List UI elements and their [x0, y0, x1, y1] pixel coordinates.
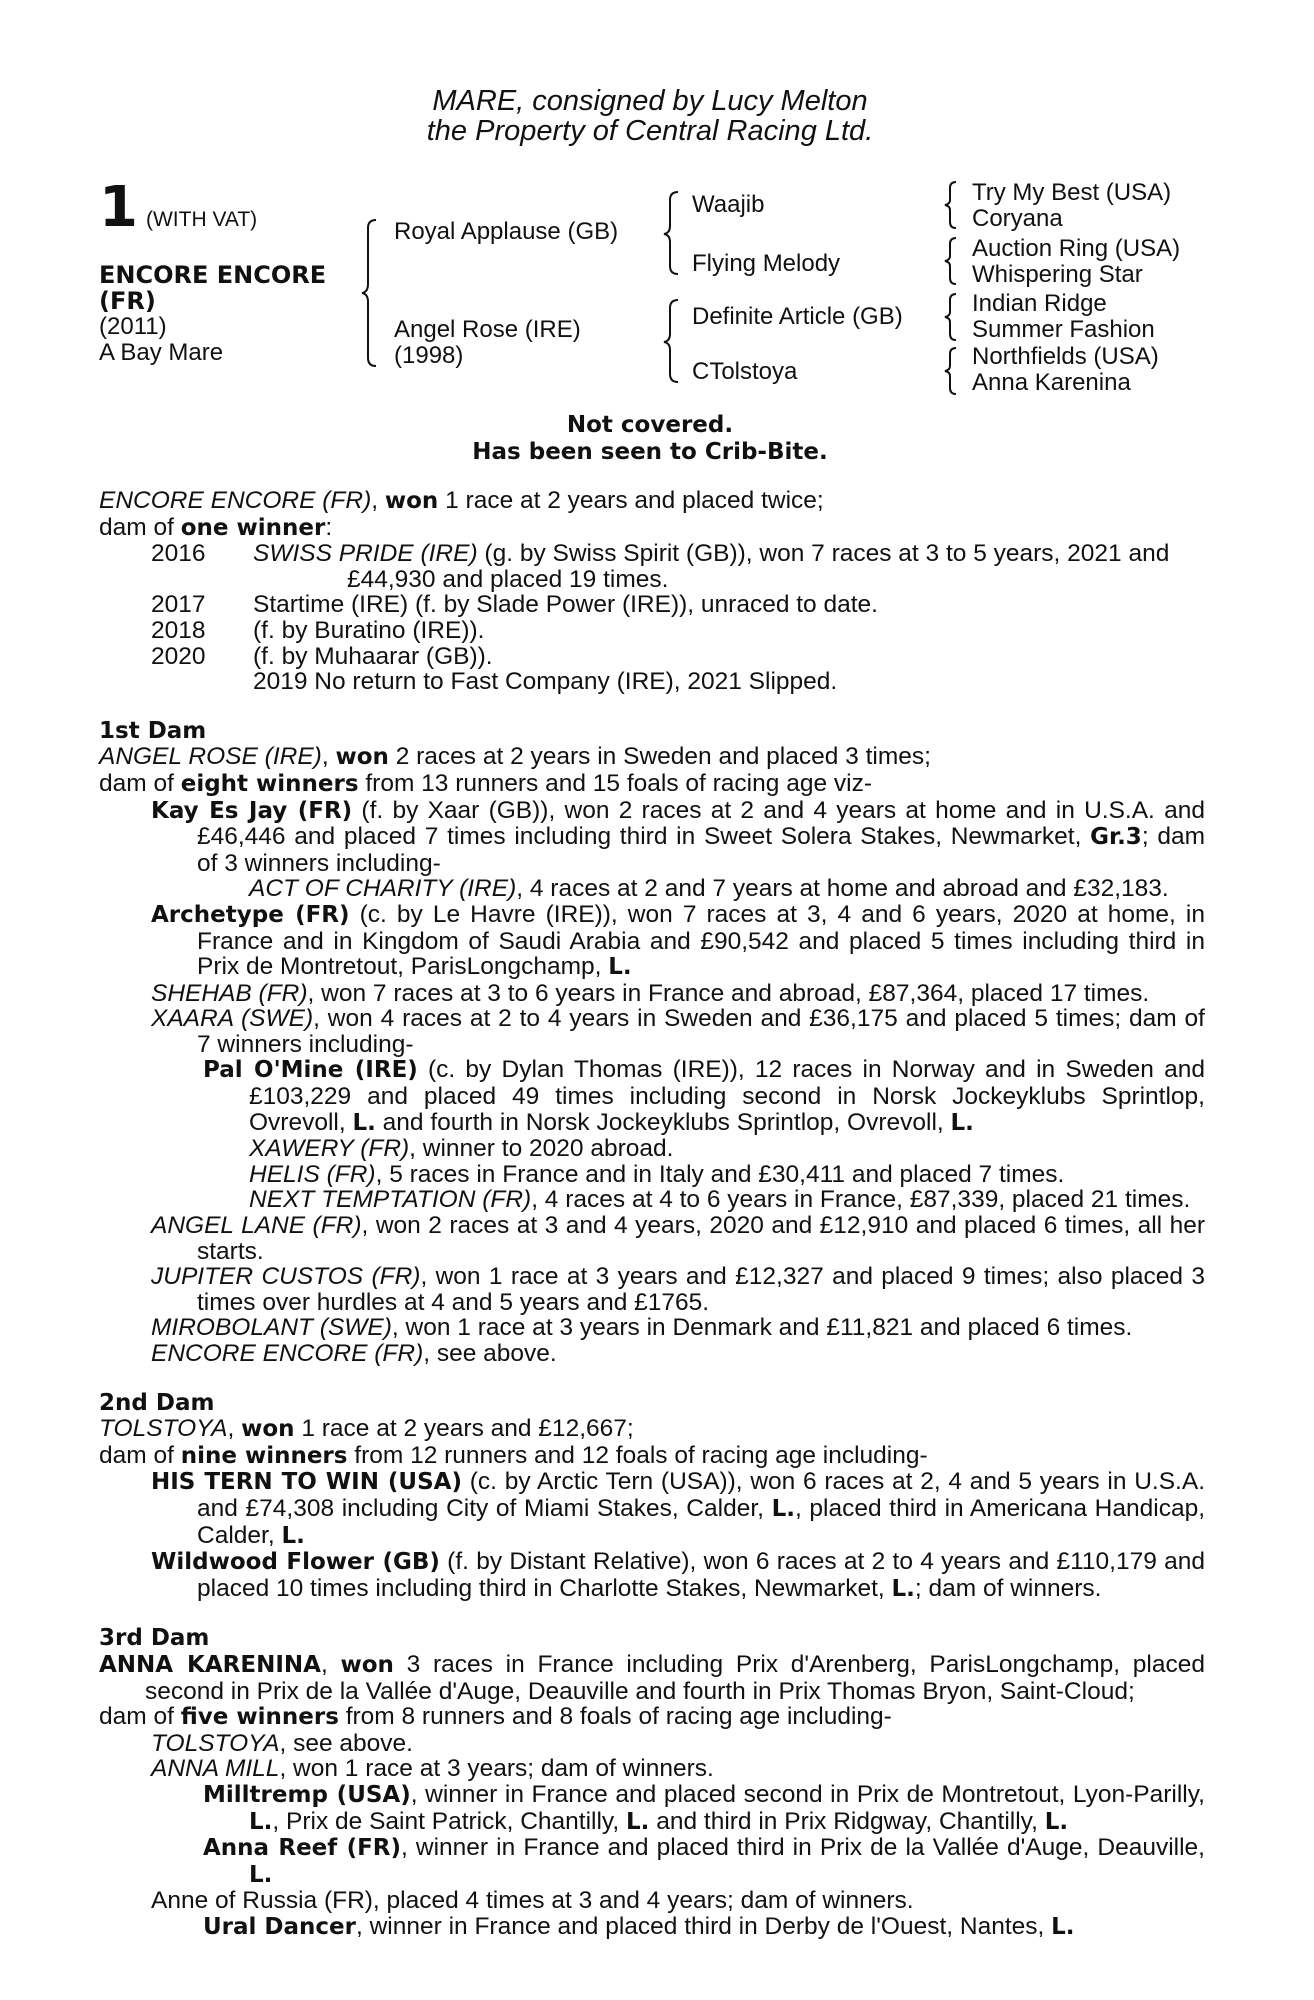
won-label: won — [335, 744, 389, 771]
grade-label: Gr.3 — [1090, 824, 1142, 851]
entry-name: SHEHAB (FR) — [151, 979, 308, 1007]
listed-label: L. — [1044, 1808, 1069, 1835]
intro-horse-name: ENCORE ENCORE (FR) — [99, 487, 372, 514]
entry-name: ACT OF CHARITY (IRE) — [249, 875, 517, 903]
pedigree-dds: Northfields (USA) — [972, 343, 1159, 370]
entry-text: and third in Prix Ridgway, Chantilly, — [649, 1807, 1045, 1835]
won-label: won — [384, 488, 439, 514]
entry-text: , winner to 2020 abroad. — [409, 1135, 674, 1163]
third-dam-produce-summary: from 8 runners and 8 foals of racing age including- — [338, 1703, 892, 1731]
pedigree-dss: Indian Ridge — [972, 290, 1107, 317]
listed-label: L. — [771, 1495, 795, 1522]
pedigree-dam-name: Angel Rose (IRE) — [394, 316, 581, 343]
produce-entry — [99, 902, 1205, 981]
produce-entry — [99, 1835, 1205, 1888]
winners-count: five winners — [180, 1704, 339, 1731]
pedigree-sire: Royal Applause (GB) — [394, 218, 619, 245]
produce-text: (f. by Muhaarar (GB)). — [253, 642, 493, 670]
produce-entry — [99, 1549, 1205, 1602]
pedigree-ssd: Coryana — [972, 205, 1063, 232]
entry-text: , won 4 races at 2 to 4 years in Sweden and £36,175 and placed 5 times; dam of 7 winners including- — [197, 1005, 1205, 1058]
produce-entry — [99, 1315, 1205, 1341]
pedigree-sss: Try My Best (USA) — [972, 179, 1172, 206]
produce-detail: (g. by Swiss Spirit (GB)), won 7 races at 3 to 5 years, 2021 and — [477, 540, 1170, 568]
third-dam-summary: ANNA KARENINA, won 3 races in France including Prix d'Arenberg, ParisLongchamp, placed second in Prix de la Vallée d'Auge, Deauville and fourth in Prix Thomas Bryon, Saint-Cloud; — [99, 1650, 1205, 1705]
entry-name: XAWERY (FR) — [249, 1135, 410, 1163]
colon: : — [325, 513, 333, 541]
first-dam-summary: ANGEL ROSE (IRE), won 2 races at 2 years in Sweden and placed 3 times; dam of eight winners from 13 runners and 15 foals of racing age viz- — [99, 743, 931, 797]
header-line-1: MARE, consigned by Lucy Melton — [432, 85, 868, 117]
entry-text: (f. by Xaar (GB)), won 2 races at 2 and 4 years at home and in U.S.A. and £46,446 and placed 7 times including third in Sweet Solera Stakes, Newmarket, — [197, 796, 1205, 851]
produce-text — [253, 541, 1203, 567]
second-dam-heading: 2nd Dam — [99, 1389, 215, 1416]
horse-year: (2011) — [99, 313, 167, 340]
produce-year: 2017 — [151, 591, 206, 619]
entry-text: (c. by Dylan Thomas (IRE)), 12 races in Norway and in Sweden and £103,229 and placed 49 times including second in Norsk Jockeyklubs Sprintlop, Ovrevoll, — [249, 1056, 1205, 1136]
intro-paragraph: ENCORE ENCORE (FR), won 1 race at 2 years and placed twice; dam of one winner: — [99, 487, 824, 541]
produce-entry — [99, 798, 1205, 877]
entry-text: , won 1 race at 3 years; dam of winners. — [279, 1755, 714, 1783]
entry-name: XAARA (SWE) — [151, 1005, 314, 1033]
horse-description: A Bay Mare — [99, 339, 224, 366]
second-dam-summary: TOLSTOYA, won 1 race at 2 years and £12,667; dam of nine winners from 12 runners and 12 foals of racing age including- — [99, 1415, 928, 1469]
dam-of-label: dam of — [99, 769, 181, 797]
won-label: won — [241, 1416, 295, 1443]
first-dam-race-record: 2 races at 2 years in Sweden and placed 3 times; — [388, 743, 931, 771]
entry-name: ENCORE ENCORE (FR) — [151, 1340, 424, 1367]
entry-name: TOLSTOYA — [151, 1729, 280, 1757]
entry-name: Anna Reef (FR) — [203, 1835, 402, 1862]
entry-name: Kay Es Jay (FR) — [151, 797, 353, 824]
third-dam-name: ANNA KARENINA — [99, 1651, 321, 1678]
produce-entry — [99, 1782, 1205, 1835]
winners-count: one winner — [180, 514, 326, 541]
produce-entry — [99, 1341, 1205, 1367]
pedigree-bracket-gen1 — [362, 218, 382, 368]
entry-name: MIROBOLANT (SWE) — [151, 1314, 392, 1342]
winners-count: nine winners — [180, 1442, 348, 1469]
entry-text: , won 1 race at 3 years and £12,327 and placed 9 times; also placed 3 times over hurdles at 4 and 5 years and £1765. — [197, 1263, 1205, 1316]
entry-text: (c. by Le Havre (IRE)), won 7 races at 3, 4 and 6 years, 2020 at home, in France and in Kingdom of Saudi Arabia and £90,542 and placed 5 times including third in Prix de Montretout, ParisLongchamp, — [197, 900, 1205, 981]
entry-text: , see above. — [279, 1729, 413, 1757]
listed-label: L. — [249, 1808, 273, 1835]
pedigree-ddd: Anna Karenina — [972, 369, 1131, 396]
winners-count: eight winners — [180, 770, 359, 797]
produce-entry — [99, 1914, 1205, 1941]
lot-notes — [0, 412, 1300, 466]
entry-text: , won 7 races at 3 to 6 years in France and abroad, £87,364, placed 17 times. — [307, 979, 1150, 1007]
entry-name: HIS TERN TO WIN (USA) — [151, 1469, 462, 1496]
entry-text: , won 2 races at 3 and 4 years, 2020 and £12,910 and placed 6 times, all her starts. — [197, 1212, 1206, 1265]
pedigree-sds: Auction Ring (USA) — [972, 235, 1181, 262]
entry-text: , Prix de Saint Patrick, Chantilly, — [272, 1807, 626, 1835]
second-dam-race-record: 1 race at 2 years and £12,667; — [294, 1415, 634, 1443]
second-dam-name: TOLSTOYA — [99, 1415, 228, 1443]
pedigree-bracket-sd — [944, 236, 960, 286]
produce-record — [99, 541, 1205, 695]
listed-label: L. — [281, 1522, 305, 1549]
produce-entry — [99, 981, 1205, 1007]
entry-text: (f. by Distant Relative), won 6 races at 2 to 4 years and £110,179 and placed 10 times including third in Charlotte Stakes, Newmarket, — [197, 1548, 1205, 1602]
produce-row — [99, 541, 1205, 567]
entry-text: , winner in France and placed third in Derby de l'Ouest, Nantes, — [356, 1912, 1052, 1940]
listed-label: L. — [608, 954, 632, 981]
second-dam-produce-summary: from 12 runners and 12 foals of racing age including- — [347, 1441, 928, 1469]
produce-entry — [99, 1162, 1205, 1188]
entry-name: NEXT TEMPTATION (FR) — [249, 1186, 532, 1214]
entry-text: ; dam of 3 winners including- — [197, 823, 1205, 877]
dam-of-label: dam of — [99, 1703, 181, 1731]
listed-label: L. — [352, 1109, 376, 1136]
entry-name: ANGEL LANE (FR) — [151, 1212, 362, 1240]
lot-number-block — [99, 175, 258, 240]
produce-year: 2016 — [151, 540, 206, 568]
entry-text: , see above. — [423, 1340, 557, 1367]
covering-note: Not covered. — [566, 412, 734, 438]
dam-of-label: dam of — [99, 1441, 181, 1469]
produce-row — [99, 618, 1205, 644]
pedigree-bracket-ds — [944, 292, 960, 342]
entry-text: ; dam of winners. — [914, 1574, 1102, 1602]
horse-identity — [99, 262, 359, 366]
produce-entry — [99, 1006, 1205, 1057]
produce-text: Startime (IRE) (f. by Slade Power (IRE)), unraced to date. — [253, 591, 878, 619]
produce-row — [99, 644, 1205, 670]
intro-text: 1 race at 2 years and placed twice; — [438, 487, 824, 514]
first-dam-produce-summary: from 13 runners and 15 foals of racing age viz- — [358, 769, 872, 797]
horse-name: ENCORE ENCORE — [99, 261, 327, 289]
third-dam-race-record: 3 races in France including Prix d'Arenberg, ParisLongchamp, placed second in Prix de la Vallée d'Auge, Deauville and fourth in Prix Thomas Bryon, Saint-Cloud; — [145, 1650, 1205, 1705]
entry-text: , winner in France and placed second in Prix de Montretout, Lyon-Parilly, — [410, 1780, 1205, 1808]
produce-entry: Anne of Russia (FR), placed 4 times at 3 and 4 years; dam of winners. — [151, 1887, 914, 1915]
entry-name: HELIS (FR) — [249, 1160, 376, 1188]
produce-year: 2018 — [151, 616, 206, 644]
entry-name: ANNA MILL — [151, 1755, 280, 1783]
listed-label: L. — [1051, 1913, 1075, 1940]
catalogue-header — [0, 86, 1300, 146]
entry-name: Archetype (FR) — [151, 901, 350, 928]
produce-entry — [99, 1057, 1205, 1136]
entry-text: and fourth in Norsk Jockeyklubs Sprintlop, Ovrevoll, — [375, 1108, 951, 1136]
first-dam-name: ANGEL ROSE (IRE) — [99, 743, 322, 771]
produce-entry — [99, 1469, 1205, 1549]
pedigree-dam-dam: CTolstoya — [692, 358, 798, 385]
listed-label: L. — [249, 1861, 273, 1888]
third-dam-heading: 3rd Dam — [99, 1625, 210, 1652]
third-dam-produce-line — [99, 1704, 1205, 1731]
vat-label: (WITH VAT) — [145, 208, 258, 231]
produce-row — [99, 592, 1205, 618]
entry-text: , 5 races in France and in Italy and £30,411 and placed 7 times. — [375, 1160, 1065, 1188]
entry-text: , placed third in Americana Handicap, Calder, — [197, 1494, 1206, 1549]
pedigree-bracket-ss — [944, 180, 960, 230]
entry-text: , 4 races at 4 to 6 years in France, £87,339, placed 21 times. — [531, 1186, 1191, 1214]
produce-year: 2020 — [151, 642, 206, 670]
pedigree-dsd: Summer Fashion — [972, 316, 1155, 343]
pedigree-sire-sire: Waajib — [692, 191, 765, 218]
entry-name: Wildwood Flower (GB) — [151, 1549, 440, 1576]
entry-text: (c. by Arctic Tern (USA)), won 6 races at 2, 4 and 5 years in U.S.A. and £74,308 including City of Miami Stakes, Calder, — [197, 1468, 1206, 1522]
pedigree-bracket-dd — [944, 346, 960, 396]
entry-name: Pal O'Mine (IRE) — [203, 1057, 418, 1084]
horse-country: (FR) — [99, 287, 156, 315]
entry-name: JUPITER CUSTOS (FR) — [151, 1263, 421, 1291]
produce-entry — [99, 1187, 1205, 1213]
entry-text: , winner in France and placed third in Prix de la Vallée d'Auge, Deauville, — [401, 1834, 1205, 1862]
catalogue-body — [99, 488, 1205, 1940]
entry-text: , won 1 race at 3 years in Denmark and £11,821 and placed 6 times. — [391, 1314, 1133, 1342]
listed-label: L. — [625, 1808, 650, 1835]
won-label: won — [340, 1651, 394, 1678]
produce-entry — [99, 1731, 1205, 1757]
dam-of-label: dam of — [99, 513, 181, 541]
produce-entry — [99, 1756, 1205, 1782]
pedigree-dam — [394, 317, 581, 369]
pedigree-dam-sire: Definite Article (GB) — [692, 303, 903, 330]
pedigree-sire-dam: Flying Melody — [692, 250, 841, 277]
produce-note: 2019 No return to Fast Company (IRE), 2021 Slipped. — [253, 668, 838, 696]
pedigree-bracket-dam — [664, 298, 684, 388]
vice-note: Has been seen to Crib-Bite. — [472, 439, 828, 465]
produce-entry — [99, 876, 1205, 902]
entry-name: Milltremp (USA) — [203, 1781, 411, 1808]
lot-number: 1 — [99, 175, 138, 240]
produce-text: (f. by Buratino (IRE)). — [253, 616, 485, 644]
listed-label: L. — [950, 1109, 974, 1136]
first-dam-heading: 1st Dam — [99, 717, 207, 744]
entry-name: Ural Dancer — [203, 1913, 356, 1940]
produce-entry — [99, 1136, 1205, 1162]
entry-text: , 4 races at 2 and 7 years at home and abroad and £32,183. — [516, 875, 1169, 903]
produce-entry — [99, 1264, 1205, 1315]
pedigree-dam-year: (1998) — [394, 342, 464, 369]
produce-row-continued: £44,930 and placed 19 times. — [347, 565, 669, 593]
header-line-2: the Property of Central Racing Ltd. — [426, 115, 874, 147]
listed-label: L. — [891, 1575, 915, 1602]
produce-name: SWISS PRIDE (IRE) — [253, 540, 478, 568]
pedigree-bracket-sire — [664, 190, 684, 280]
pedigree-sdd: Whispering Star — [972, 261, 1143, 288]
produce-entry — [99, 1213, 1205, 1264]
